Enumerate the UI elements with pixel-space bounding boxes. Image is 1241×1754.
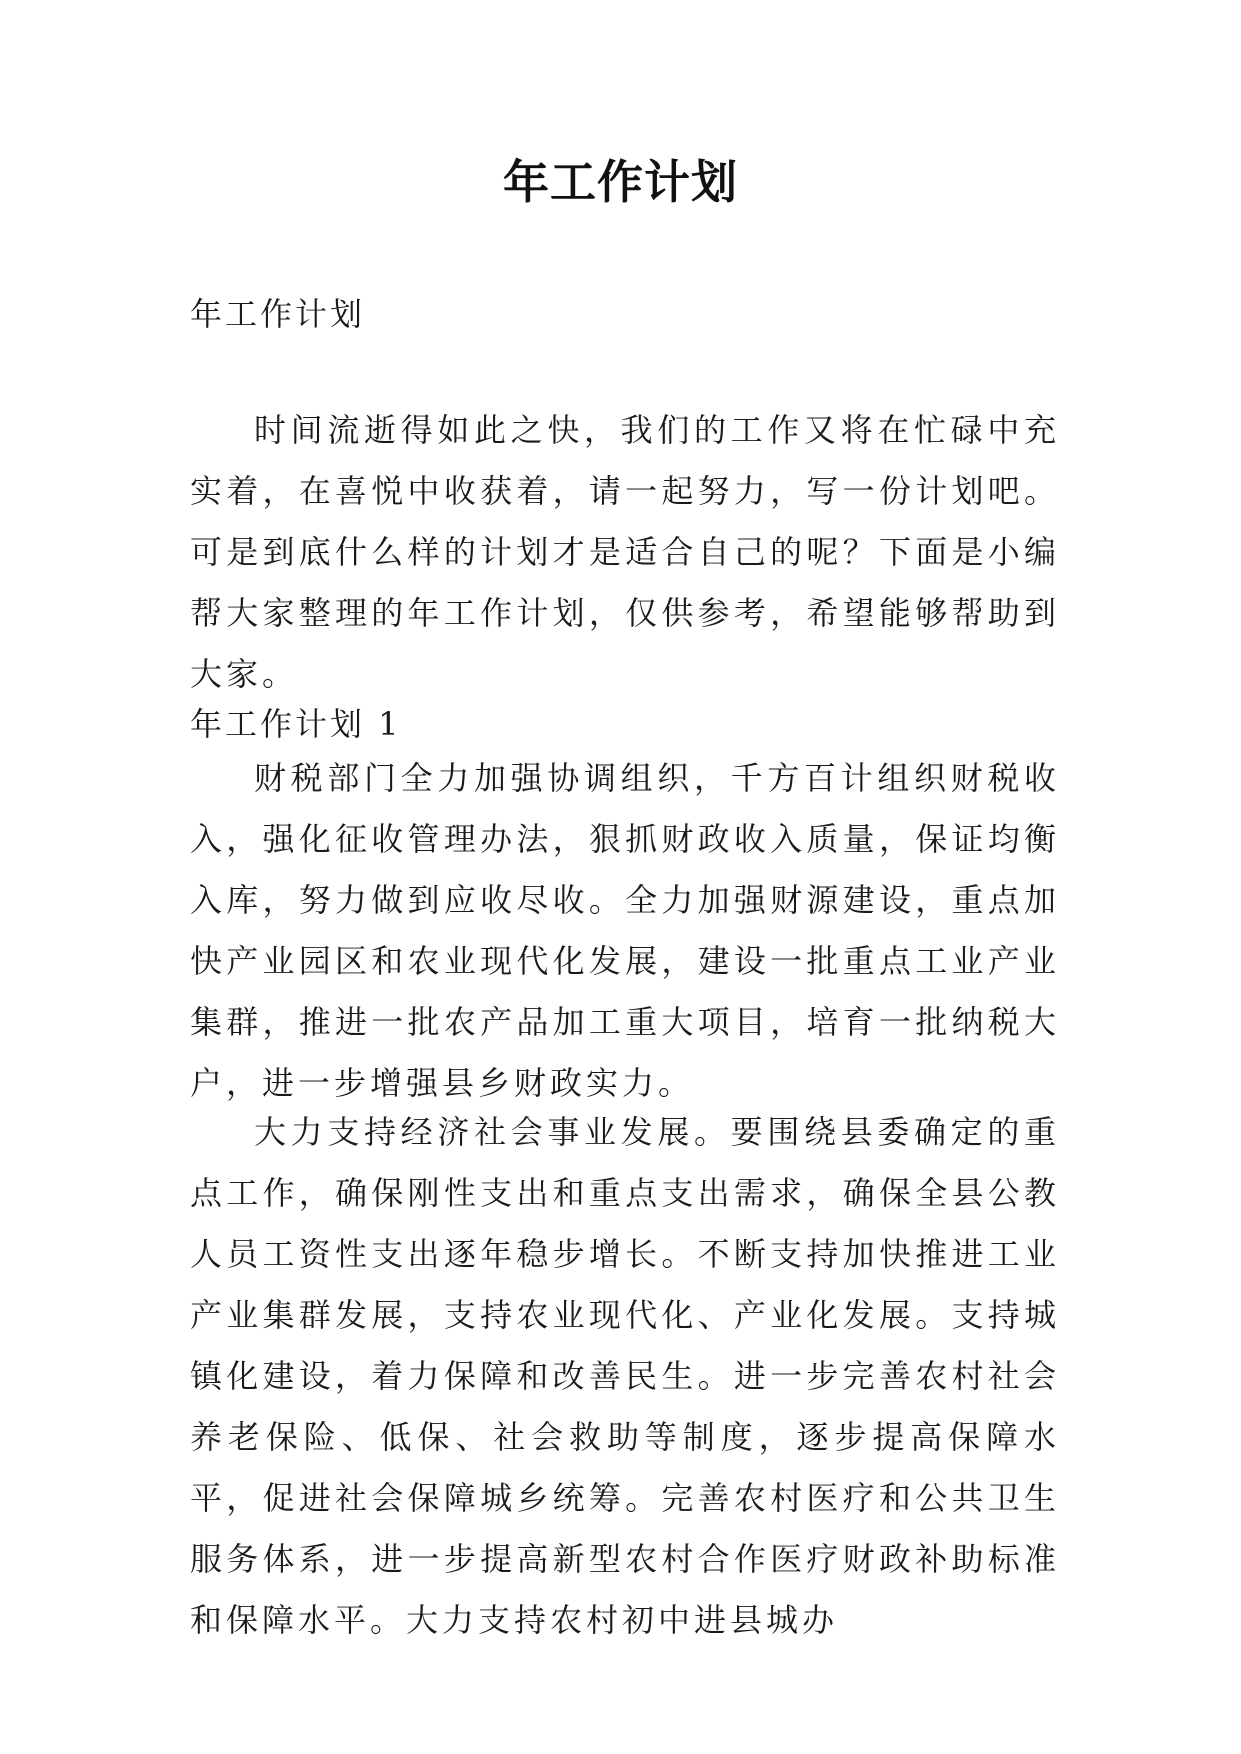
page-title: 年工作计划	[503, 155, 738, 209]
section-heading: 年工作计划 1	[190, 705, 402, 743]
body-paragraph-1: 财税部门全力加强协调组织，千方百计组织财税收入，强化征收管理办法，狠抓财政收入质量，保证均衡入库，努力做到应收尽收。全力加强财源建设，重点加快产业园区和农业现代化发展，建设一批重点工业产业集群，推进一批农产品加工重大项目，培育一批纳税大户，进一步增强县乡财政实力。	[190, 759, 1060, 1102]
intro-paragraph: 时间流逝得如此之快，我们的工作又将在忙碌中充实着，在喜悦中收获着，请一起努力，写一份计划吧。可是到底什么样的计划才是适合自己的呢？下面是小编帮大家整理的年工作计划，仅供参考，希望能够帮助到大家。	[190, 411, 1060, 693]
body-paragraph-2: 大力支持经济社会事业发展。要围绕县委确定的重点工作，确保刚性支出和重点支出需求，确保全县公教人员工资性支出逐年稳步增长。不断支持加快推进工业产业集群发展，支持农业现代化、产业化发展。支持城镇化建设，着力保障和改善民生。进一步完善农村社会养老保险、低保、社会救助等制度，逐步提高保障水平，促进社会保障城乡统筹。完善农村医疗和公共卫生服务体系，进一步提高新型农村合作医疗财政补助标准和保障水平。大力支持农村初中进县城办	[190, 1113, 1060, 1639]
document-subtitle: 年工作计划	[190, 295, 366, 333]
